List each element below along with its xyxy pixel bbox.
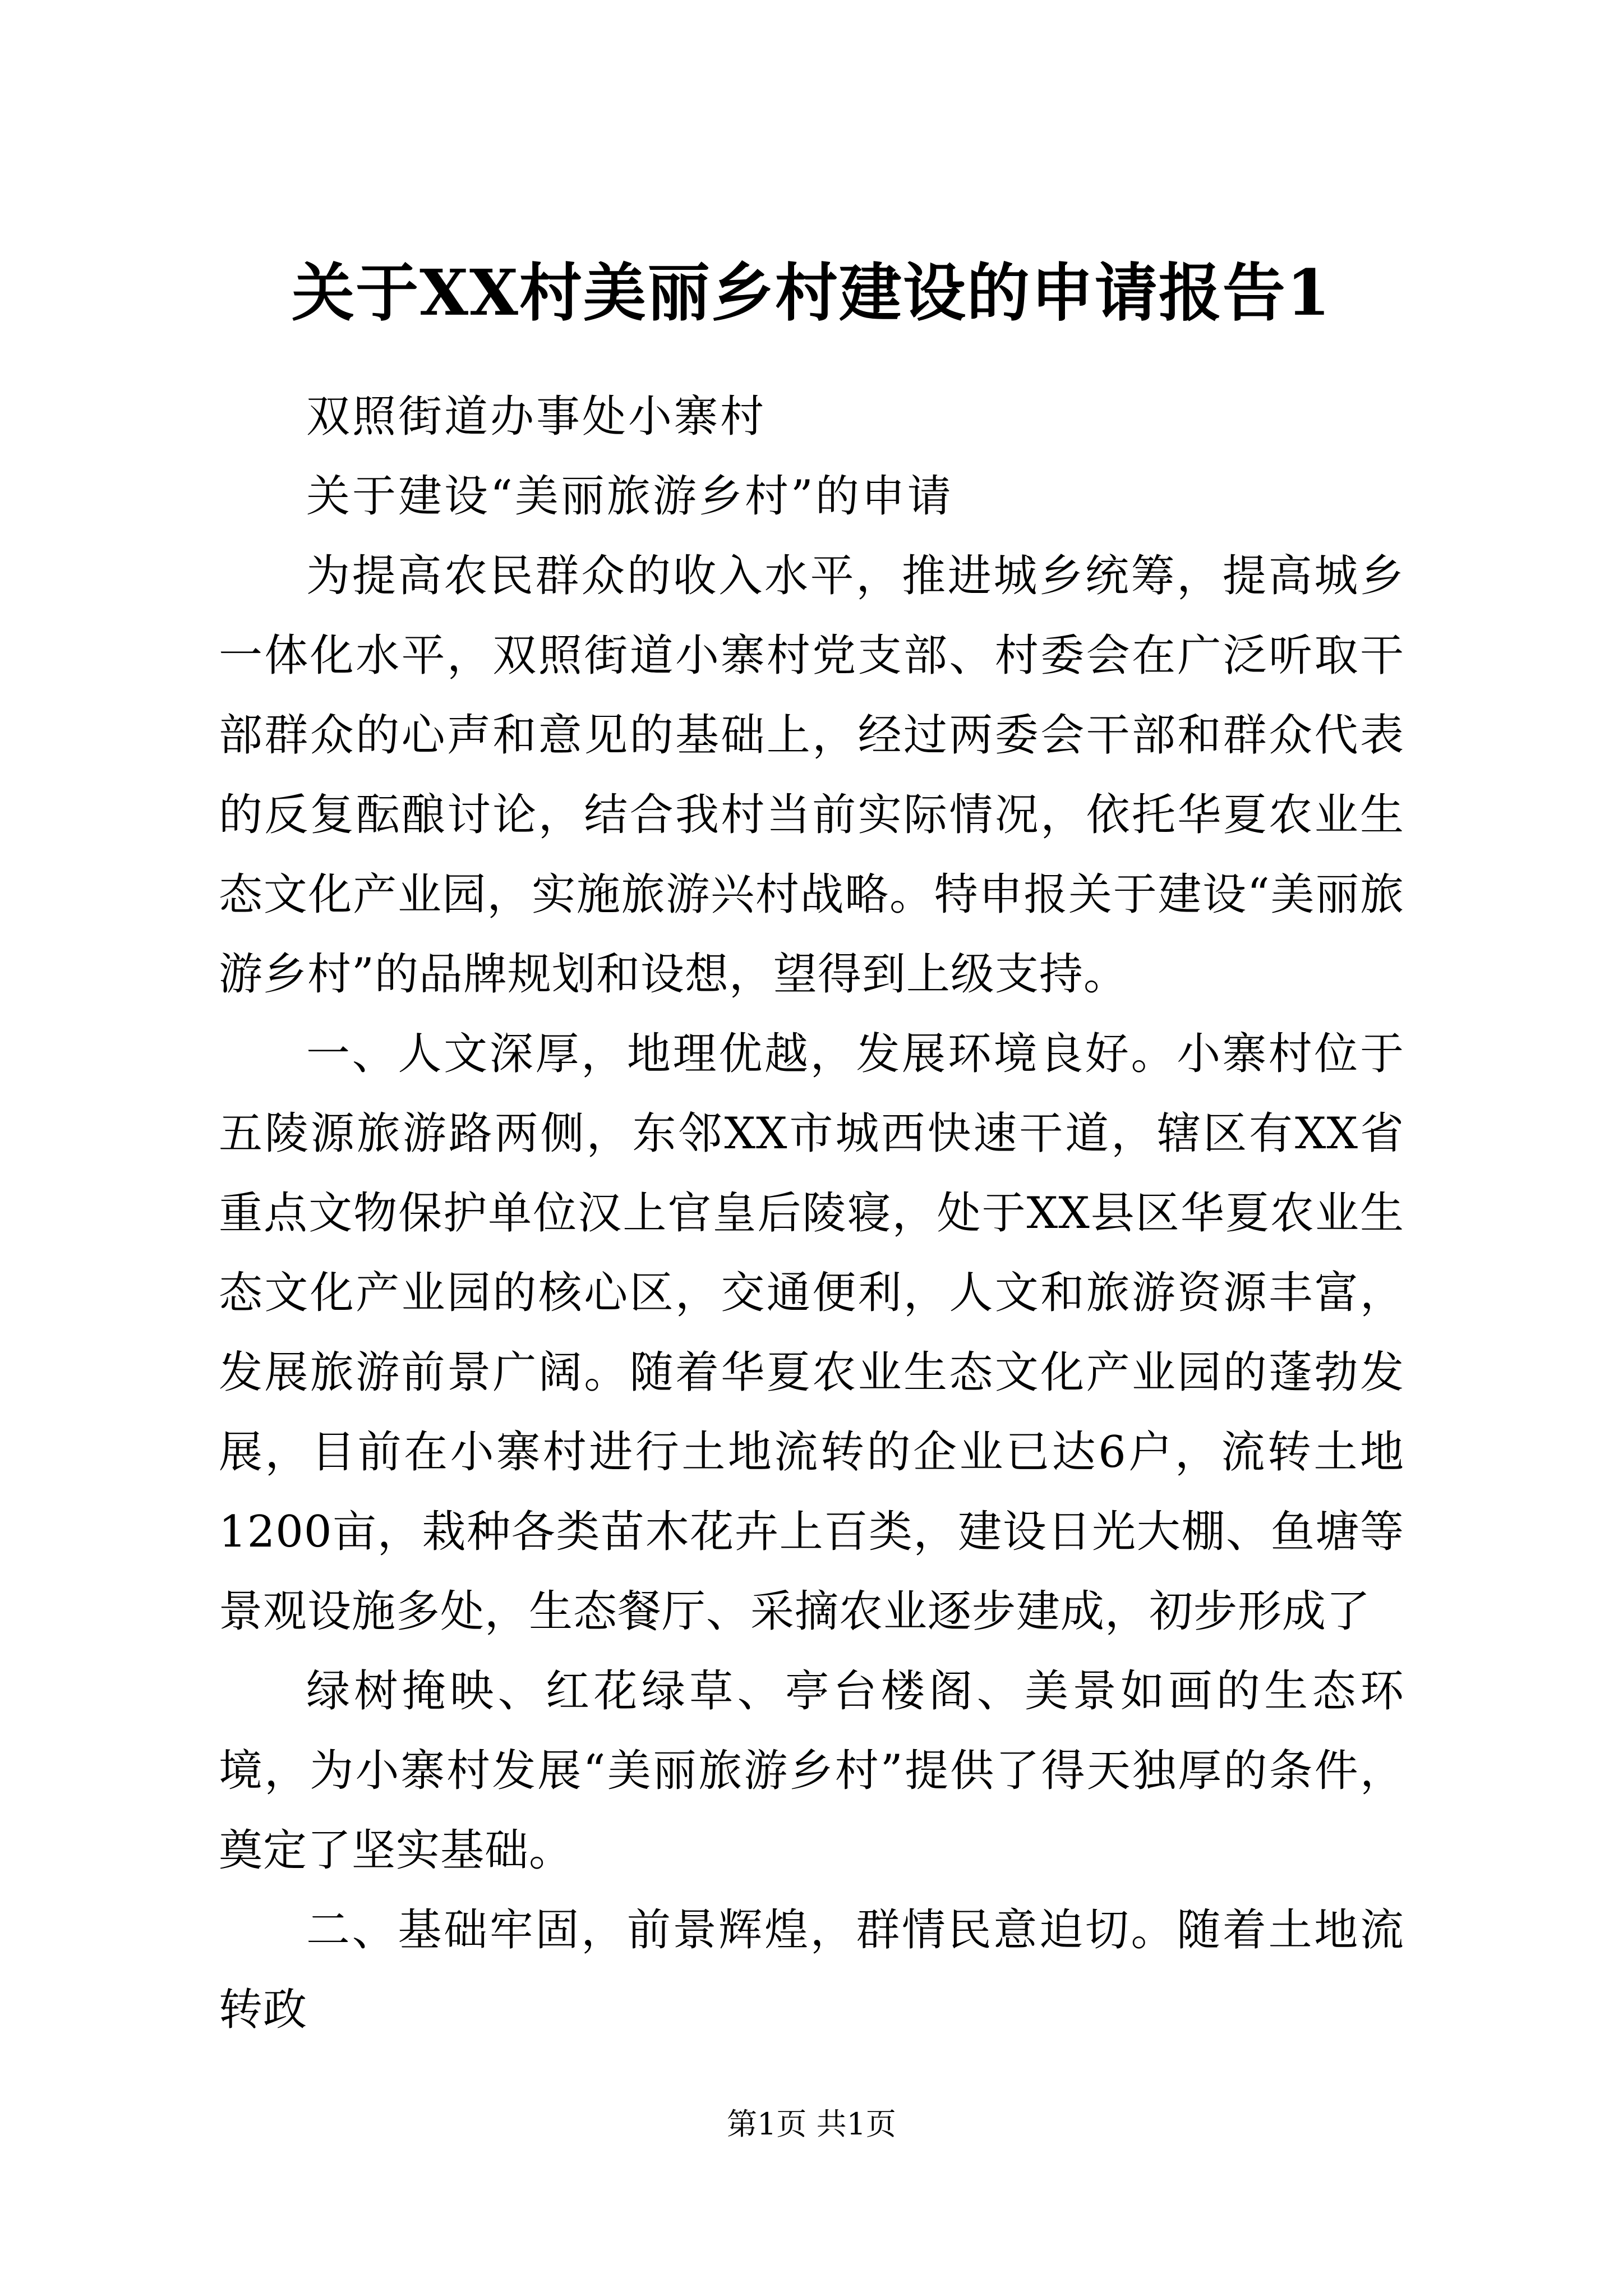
paragraph-village-name: 双照街道办事处小寨村 xyxy=(306,392,767,442)
paragraph-section-one: 一、人文深厚，地理优越，发展环境良好。小寨村位于五陵源旅游路两侧，东邻XX市城西快速干道，辖区有XX省重点文物保护单位汉上官皇后陵寝，处于XX县区华夏农业生态文化产业园的核心区，交通便利，人文和旅游资源丰富，发展旅游前景广阔。随着华夏农业生态文化产业园的蓬勃发展，目前在小寨村进行土地流转的企业已达6户，流转土地1200亩，栽种各类苗木花卉上百类，建设日光大棚、鱼塘等景观设施多处，生态餐厅、采摘农业逐步建成，初步形成了 xyxy=(219,1029,1404,1637)
document-title: 关于XX村美丽乡村建设的申请报告1 xyxy=(292,256,1331,330)
paragraph-section-one-continued: 绿树掩映、红花绿草、亭台楼阁、美景如画的生态环境，为小寨村发展“美丽旅游乡村”提供了得天独厚的条件，奠定了坚实基础。 xyxy=(219,1666,1404,1876)
page-number-footer: 第1页 共1页 xyxy=(727,2106,896,2142)
document-body xyxy=(219,377,1404,2050)
paragraph-section-two: 二、基础牢固，前景辉煌，群情民意迫切。随着土地流转政 xyxy=(219,1905,1404,2035)
paragraph-introduction: 为提高农民群众的收入水平，推进城乡统筹，提高城乡一体化水平，双照街道小寨村党支部、村委会在广泛听取干部群众的心声和意见的基础上，经过两委会干部和群众代表的反复酝酿讨论，结合我村当前实际情况，依托华夏农业生态文化产业园，实施旅游兴村战略。特申报关于建设“美丽旅游乡村”的品牌规划和设想，望得到上级支持。 xyxy=(219,551,1404,1000)
paragraph-application-subject: 关于建设“美丽旅游乡村”的申请 xyxy=(306,471,953,522)
